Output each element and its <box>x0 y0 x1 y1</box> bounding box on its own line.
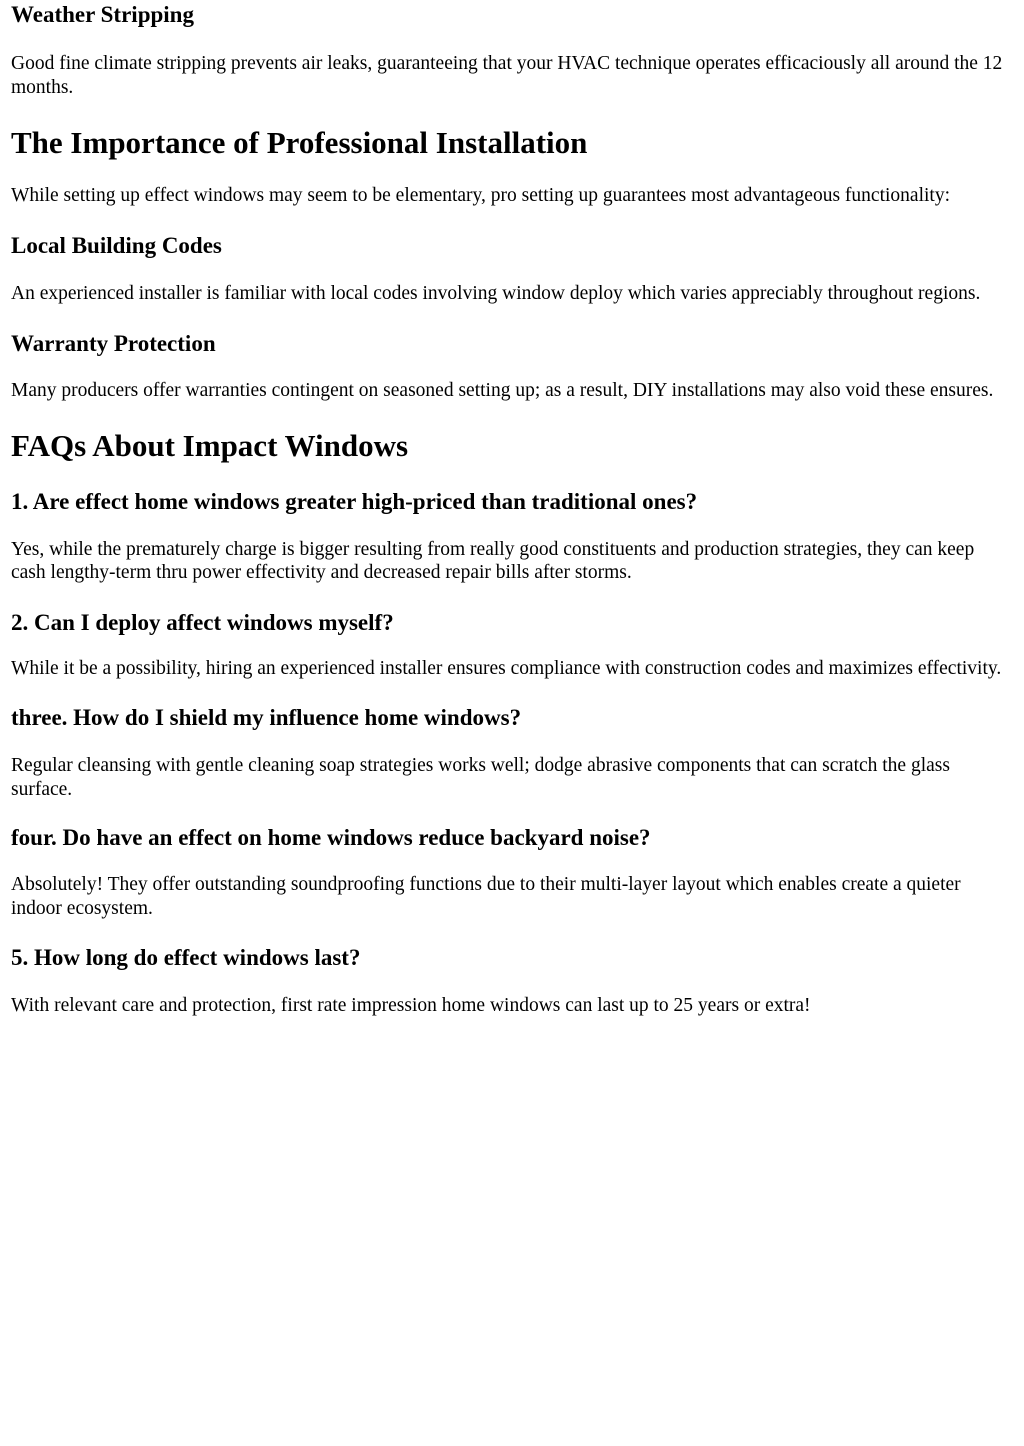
warranty-protection-paragraph: Many producers offer warranties contingent on seasoned setting up; as a result, DIY installations may also void these ensures. <box>11 380 994 401</box>
faq-question-3: three. How do I shield my influence home windows? <box>11 705 522 730</box>
faq-answer-2: While it be a possibility, hiring an experienced installer ensures compliance with construction codes and maximizes effectivity. <box>11 657 1002 679</box>
local-building-codes-paragraph: An experienced installer is familiar with local codes involving window deploy which varies appreciably throughout regions. <box>11 282 981 304</box>
faq-answer-5: With relevant care and protection, first rate impression home windows can last up to 25 years or extra! <box>11 995 811 1016</box>
faq-answer-3: Regular cleansing with gentle cleaning soap strategies works well; dodge abrasive components that can scratch the glass surface. <box>11 755 950 800</box>
faq-answer-1: Yes, while the prematurely charge is bigger resulting from really good constituents and production strategies, they can keep cash lengthy-term thru power effectivity and decreased repair bills after storms. <box>11 538 975 583</box>
faqs-heading: FAQs About Impact Windows <box>11 427 409 463</box>
faq-question-5: 5. How long do effect windows last? <box>11 945 361 970</box>
weather-stripping-paragraph: Good fine climate stripping prevents air leaks, guaranteeing that your HVAC technique operates efficaciously all around the 12 months. <box>11 53 1003 98</box>
faq-answer-4: Absolutely! They offer outstanding soundproofing functions due to their multi-layer layout which enables create a quieter indoor ecosystem. <box>11 874 961 919</box>
warranty-protection-heading: Warranty Protection <box>11 331 216 356</box>
faq-question-2: 2. Can I deploy affect windows myself? <box>11 609 394 635</box>
local-building-codes-heading: Local Building Codes <box>11 232 222 258</box>
importance-intro-paragraph: While setting up effect windows may seem to be elementary, pro setting up guarantees most advantageous functionality: <box>11 185 950 206</box>
faq-question-1: 1. Are effect home windows greater high-priced than traditional ones? <box>11 488 698 514</box>
faq-question-4: four. Do have an effect on home windows reduce backyard noise? <box>11 825 651 850</box>
weather-stripping-heading: Weather Stripping <box>11 2 194 27</box>
importance-heading: The Importance of Professional Installation <box>11 125 588 160</box>
